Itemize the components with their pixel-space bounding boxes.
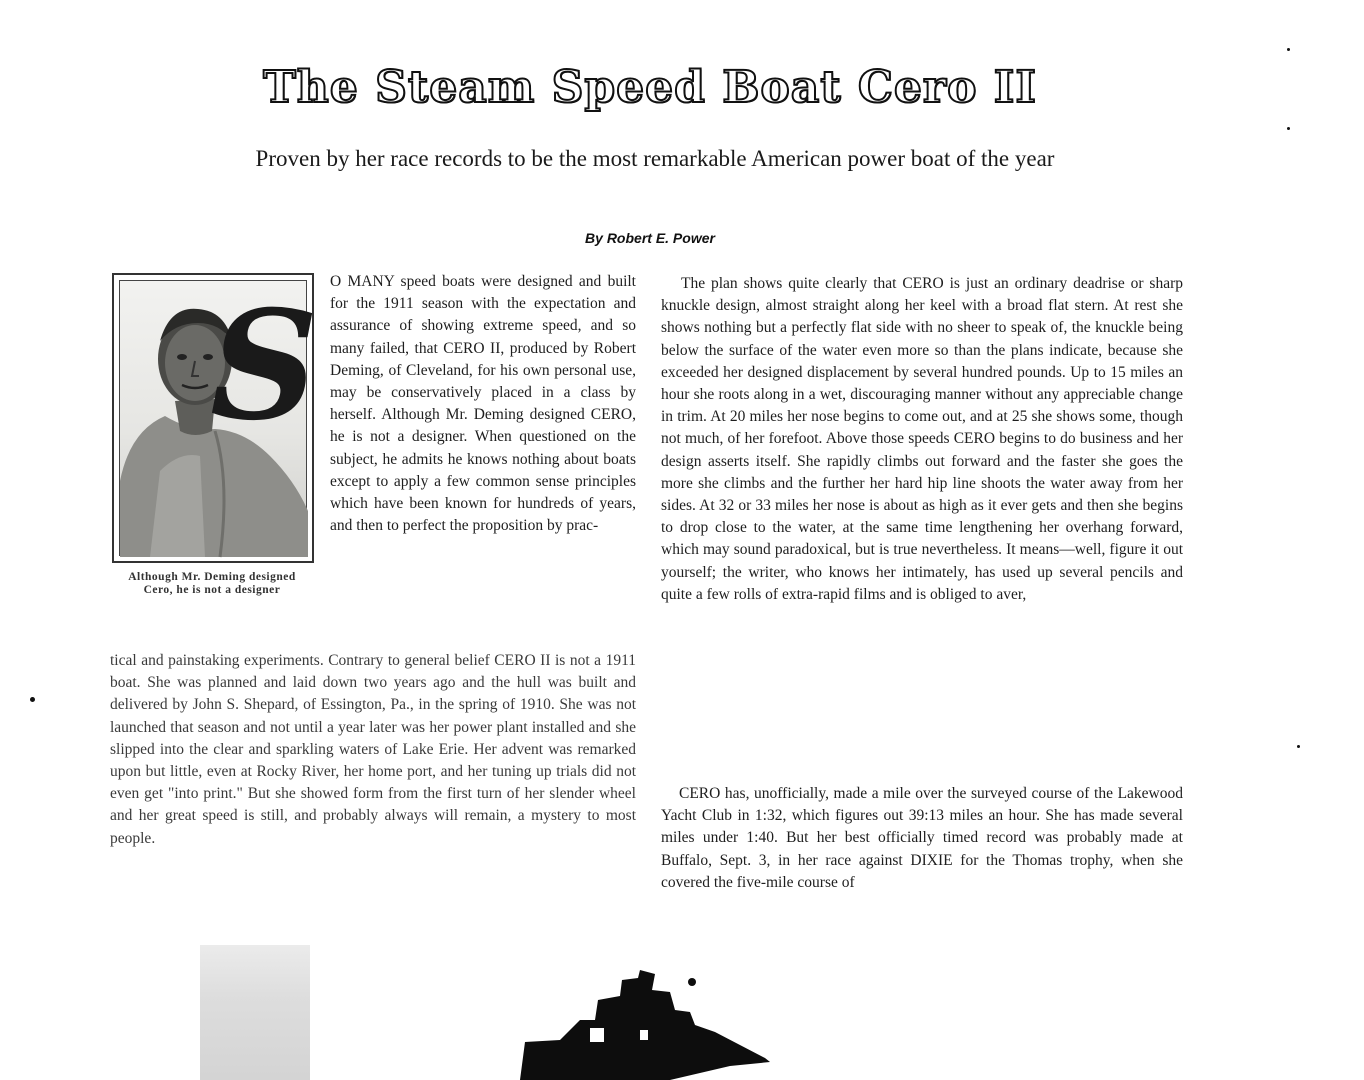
print-speck — [1297, 745, 1300, 748]
photo-caption: Although Mr. Deming designed Cero, he is not a designer — [128, 571, 296, 596]
print-speck — [1287, 48, 1290, 51]
print-speck — [30, 697, 35, 702]
article-byline: By Robert E. Power — [585, 230, 715, 246]
boat-illustration-fragment — [520, 970, 770, 1080]
right-column-paragraph-2: CERO has, unofficially, made a mile over the surveyed course of the Lakewood Yacht Club in 1:32, which figures out 39:13 miles an hour. She has made several miles under 1:40. But her best officially timed record was probably made at Buffalo, Sept. 3, in her race against DIXIE for the Thomas trophy, when she covered the five-mile course of — [661, 785, 1183, 891]
article-subtitle: Proven by her race records to be the most remarkable American power boat of the year — [255, 146, 1055, 171]
left-column-bottom-text: tical and painstaking experiments. Contrary to general belief CERO II is not a 1911 boat. She was planned and laid down two years ago and the hull was built and delivered by John S. Shepard, of Essington, Pa., in the spring of 1910. She was not launched that season and not until a year later was her power plant installed and she slipped into the clear and sparkling waters of Lake Erie. Her advent was remarked upon but little, even at Rocky River, her home port, and her tuning up trials did not even get "into print." But she showed form from the first turn of her slender wheel and her great speed is still, and probably always will remain, a mystery to most people. — [110, 652, 636, 847]
drop-cap-letter: S — [210, 278, 319, 454]
article-title: The Steam Speed Boat Cero II — [263, 62, 1037, 113]
print-speck — [1287, 127, 1290, 130]
faded-image-fragment — [200, 945, 310, 1080]
right-column-paragraph-1: The plan shows quite clearly that CERO is just an ordinary deadrise or sharp knuckle design, almost straight along her keel with a broad flat stern. At rest she shows nothing but a perfectly flat side with no sheer to speak of, the knuckle being below the surface of the water even more so than the plans indicate, because she exceeded her designed displacement by several hundred pounds. Up to 15 miles an hour she roots along in a wet, discouraging manner without any appreciable change in trim. At 20 miles her nose begins to come out, and at 25 she shows some, though not much, of her forefoot. Above those speeds CERO begins to do business and her design asserts itself. She rapidly climbs out forward and the faster she goes the more she climbs and the further her hard hip line shoots the water away from her sides. At 32 or 33 miles her nose is about as high as it ever gets and then she begins to drop close to the water, at the same time lengthening her overhang forward, which may sound paradoxical, but is true nevertheless. It means—well, figure it out yourself; the writer, who knows her intimately, has used up several pencils and quite a few rolls of extra-rapid films and is obliged to aver, — [661, 275, 1183, 603]
portrait-image — [119, 278, 319, 556]
left-column-top-text: O MANY speed boats were designed and built for the 1911 season with the expectation and assurance of showing extreme speed, and so many failed, that CERO II, produced by Robert Deming, of Cleveland, for his own personal use, may be conservatively placed in a class by herself. Although Mr. Deming designed CERO, he is not a designer. When questioned on the subject, he admits he knows nothing about boats except to apply a few common sense principles which have been known for hundreds of years, and then to perfect the proposition by prac- — [330, 273, 636, 535]
portrait-photo — [112, 273, 319, 563]
